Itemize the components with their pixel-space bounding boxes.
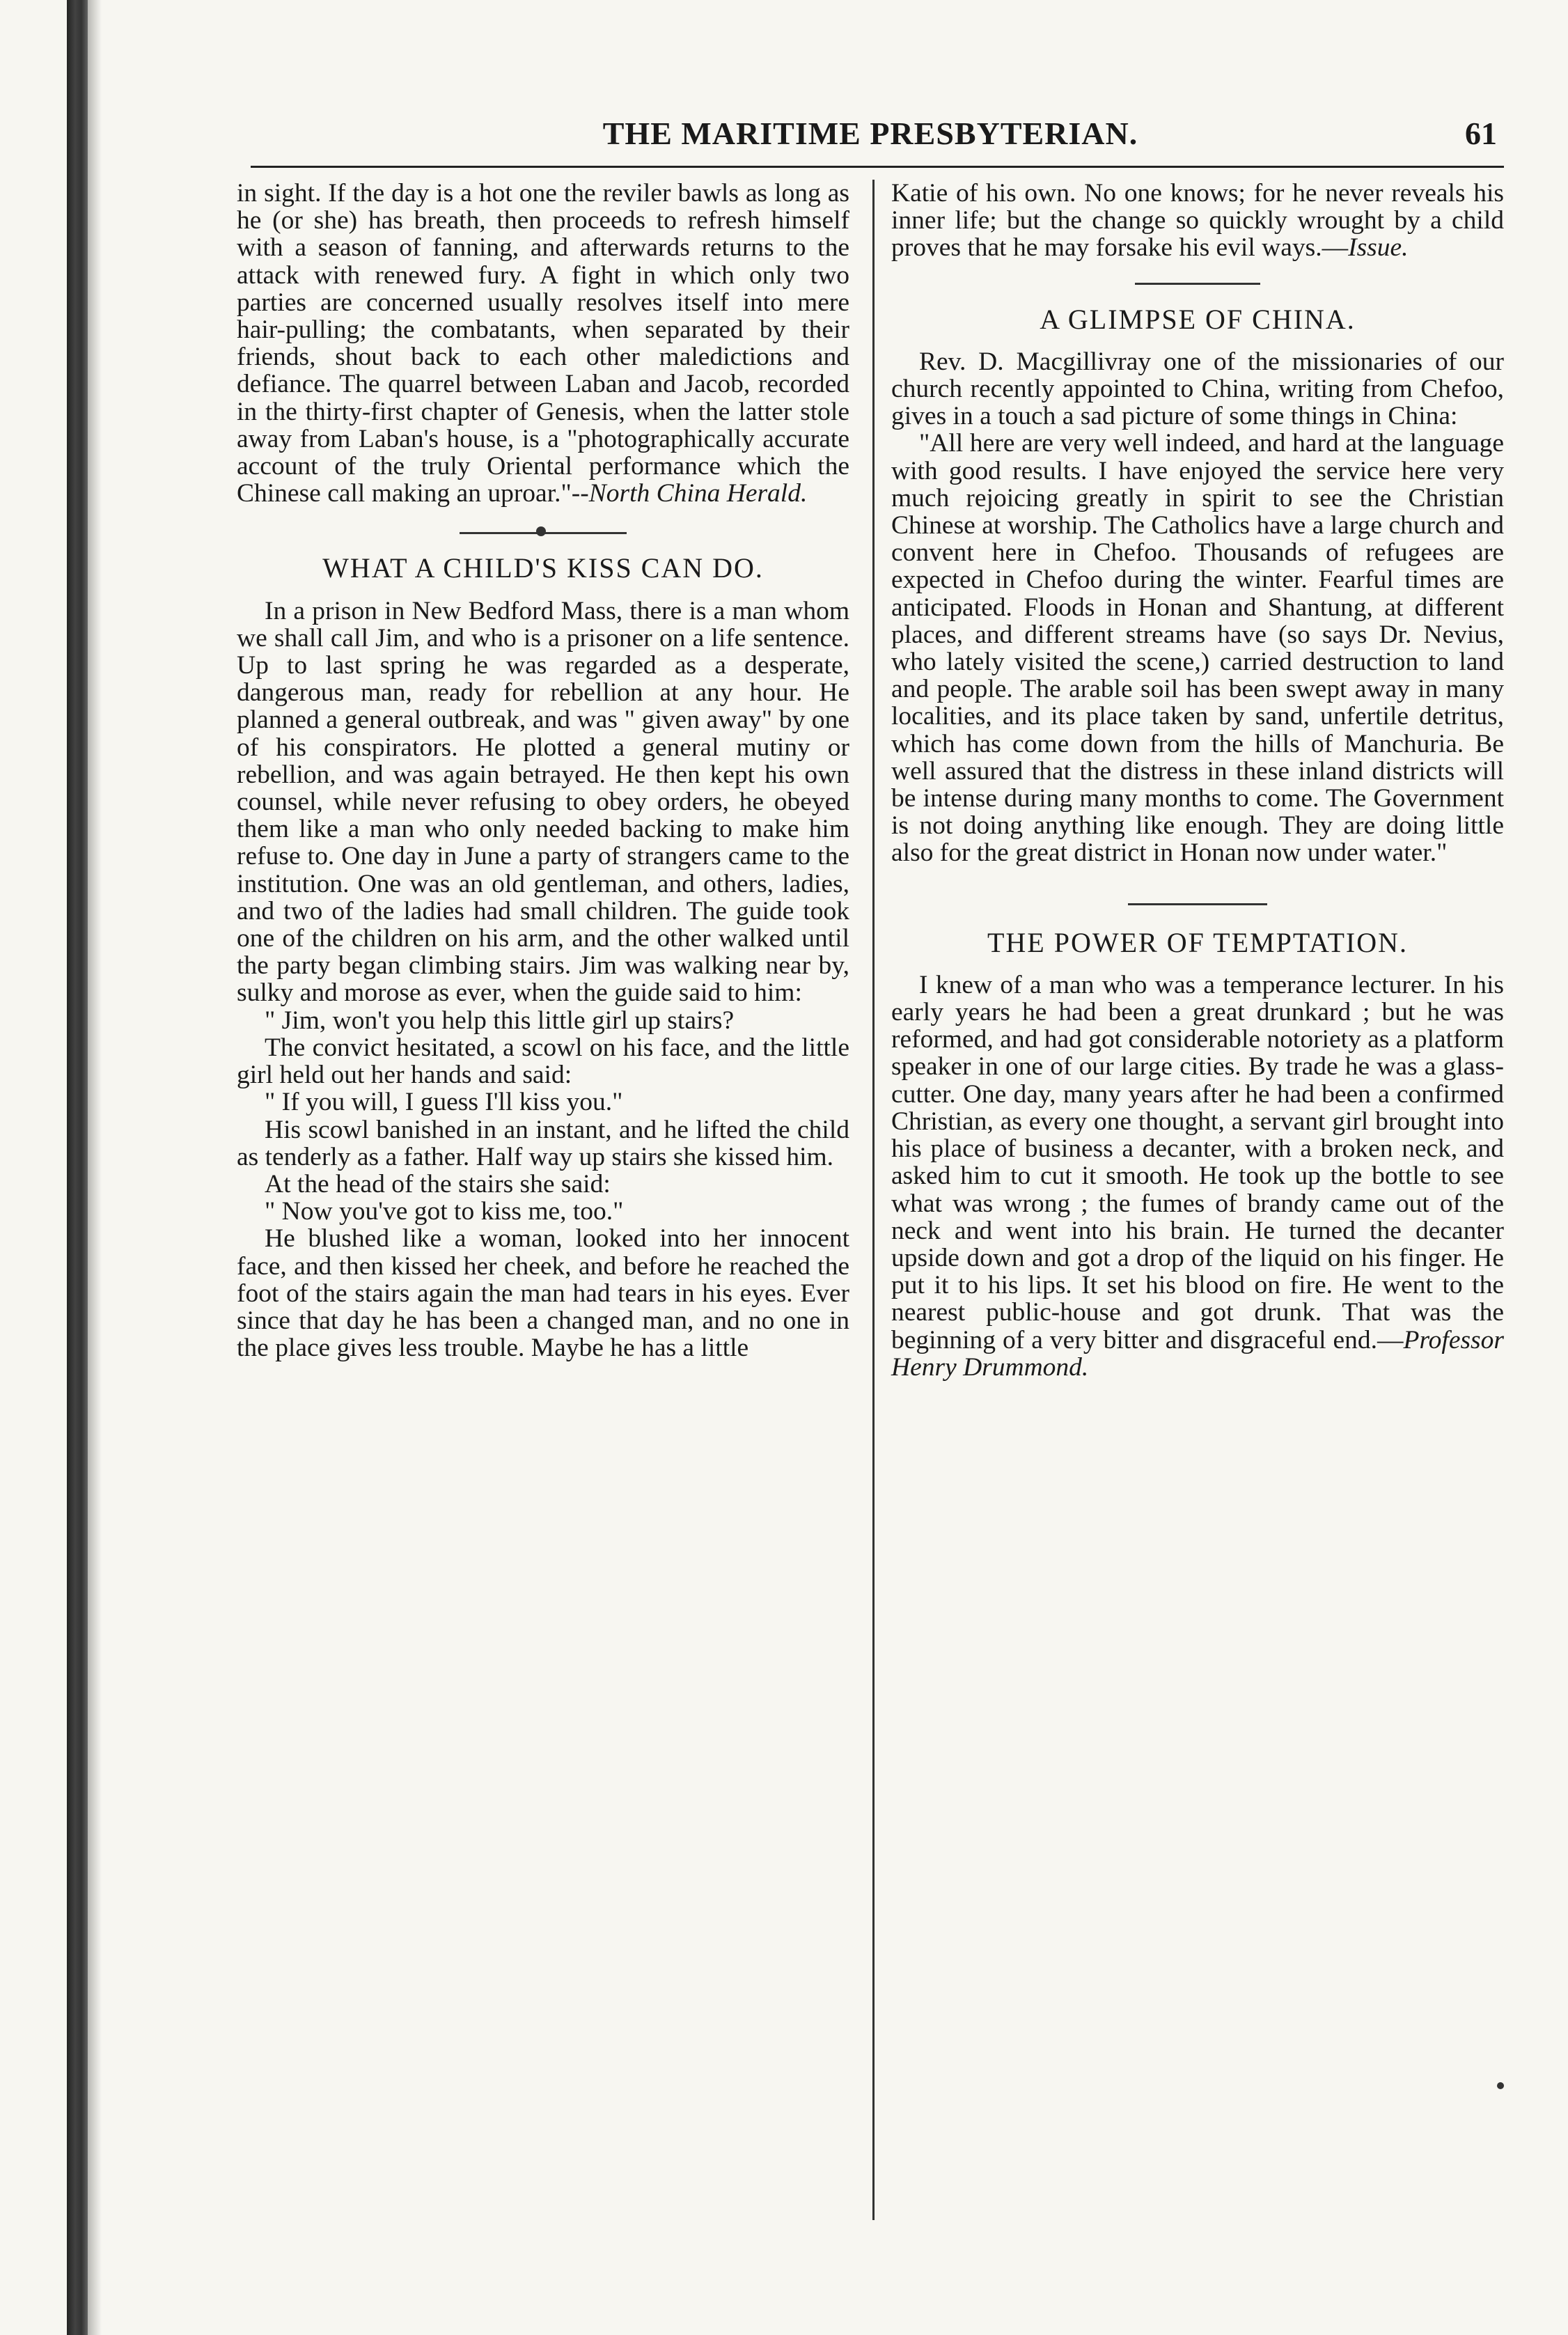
- article-paragraph: " If you will, I guess I'll kiss you.": [265, 1088, 623, 1117]
- source-credit: Issue.: [1348, 233, 1409, 263]
- left-column: [237, 180, 849, 1361]
- stray-mark: [1497, 2082, 1504, 2089]
- article-title: WHAT A CHILD'S KISS CAN DO.: [322, 552, 764, 584]
- page-header: [230, 115, 1511, 164]
- article-title: A GLIMPSE OF CHINA.: [1040, 303, 1356, 335]
- running-title: THE MARITIME PRESBYTERIAN.: [602, 116, 1138, 151]
- ornament-mark: [536, 526, 546, 536]
- header-rule: [251, 166, 1504, 168]
- article-paragraph: [891, 971, 1504, 1381]
- section-ornament: [237, 525, 849, 539]
- article-paragraph: "All here are very well indeed, and hard at the language with good results. I have enjoyed the service here very much rejoicing greatly in spirit to see the Christian Chinese at worship. The Catholics have a large church and convent here in Chefoo. Thousands of refugees are expected in Chefoo during the winter. Fearful times are anticipated. Floods in Honan and Shantung, at different places, and different streams have (so says Dr. Nevius, who lately visited the scene,) carried destruction to land and people. The arable soil has been swept away in many localities, and its place taken by sand, unfertile detritus, which has come down from the hills of Manchuria. Be well assured that the distress in these inland districts will be intense during many months to come. The Government is not doing anything like enough. They are doing little also for the great district in Honan now under water.": [891, 429, 1504, 868]
- continued-paragraph: [237, 180, 849, 507]
- continued-text: Katie of his own. No one knows; for he never reveals his inner life; but the change so quickly wrought by a child proves that he may forsake his evil ways.—: [891, 179, 1504, 263]
- article-text: I knew of a man who was a temperance lecturer. In his early years he had been a great drunkard ; but he was reformed, and had got considerable notoriety as a platform speaker in one of our large cities. By trade he was a glass-cutter. One day, many years after he had been a confirmed Christian, as every one thought, a servant girl brought into his place of business a decanter, with a broken neck, and asked him to cut it smooth. He took up the bottle to see what was wrong ; the fumes of brandy came out of the neck and went into his brain. He turned the decanter upside down and got a drop of the liquid on his finger. He put it to his lips. It set his blood on fire. He went to the nearest public-house and got drunk. That was the beginning of a very bitter and disgraceful end.—: [891, 970, 1504, 1354]
- source-credit: Professor Henry Drummond.: [891, 1325, 1504, 1382]
- page-binding-edge: [67, 0, 88, 2335]
- article-paragraph: He blushed like a woman, looked into her innocent face, and then kissed her cheek, and before he reached the foot of the stairs again the man had tears in his eyes. Ever since that day he has been a changed man, and no one in the place gives less trouble. Maybe he has a little: [237, 1224, 849, 1363]
- section-rule: [1128, 903, 1267, 905]
- page-number: 61: [1465, 116, 1497, 151]
- article-title: THE POWER OF TEMPTATION.: [987, 926, 1409, 958]
- right-column: [891, 180, 1504, 1381]
- source-credit: North China Herald.: [588, 479, 808, 508]
- article-paragraph: " Jim, won't you help this little girl up stairs?: [265, 1006, 735, 1035]
- article-paragraph: The convict hesitated, a scowl on his face, and the little girl held out her hands and said:: [237, 1033, 849, 1090]
- binding-shadow: [88, 0, 102, 2335]
- continued-paragraph: [891, 180, 1504, 262]
- article-paragraph: In a prison in New Bedford Mass, there is a man whom we shall call Jim, and who is a prisoner on a life sentence. Up to last spring he was regarded as a desperate, dangerous man, ready for rebellion at any hour. He planned a general outbreak, and was " given away" by one of his conspirators. He plotted a general mutiny or rebellion, and was again betrayed. He then kept his own counsel, while never refusing to obey orders, he obeyed them like a man who only needed backing to make him refuse to. One day in June a party of strangers came to the institution. One was an old gentleman, and others, ladies, and two of the ladies had small children. The guide took one of the children on his arm, and the other walked until the party began climbing stairs. Jim was walking near by, sulky and morose as ever, when the guide said to him:: [237, 596, 849, 1008]
- article-paragraph: His scowl banished in an instant, and he lifted the child as tenderly as a father. Half way up stairs she kissed him.: [237, 1115, 849, 1171]
- section-rule: [1135, 283, 1260, 285]
- article-paragraph: At the head of the stairs she said:: [265, 1169, 611, 1198]
- continued-text: in sight. If the day is a hot one the reviler bawls as long as he (or she) has breath, then proceeds to refresh himself with a season of fanning, and afterwards returns to the attack with renewed fury. A fight in which only two parties are concerned usually resolves itself into mere hair-pulling; the combatants, when separated by their friends, shout back to each other maledictions and defiance. The quarrel between Laban and Jacob, recorded in the thirty-first chapter of Genesis, when the latter stole away from Laban's house, is a "photographically accurate account of the truly Oriental performance which the Chinese call making an uproar."--: [237, 179, 849, 508]
- article-paragraph: " Now you've got to kiss me, too.": [265, 1197, 624, 1226]
- column-divider: [872, 180, 875, 2220]
- article-paragraph: Rev. D. Macgillivray one of the missionaries of our church recently appointed to China, writing from Chefoo, gives in a touch a sad picture of some things in China:: [891, 347, 1504, 431]
